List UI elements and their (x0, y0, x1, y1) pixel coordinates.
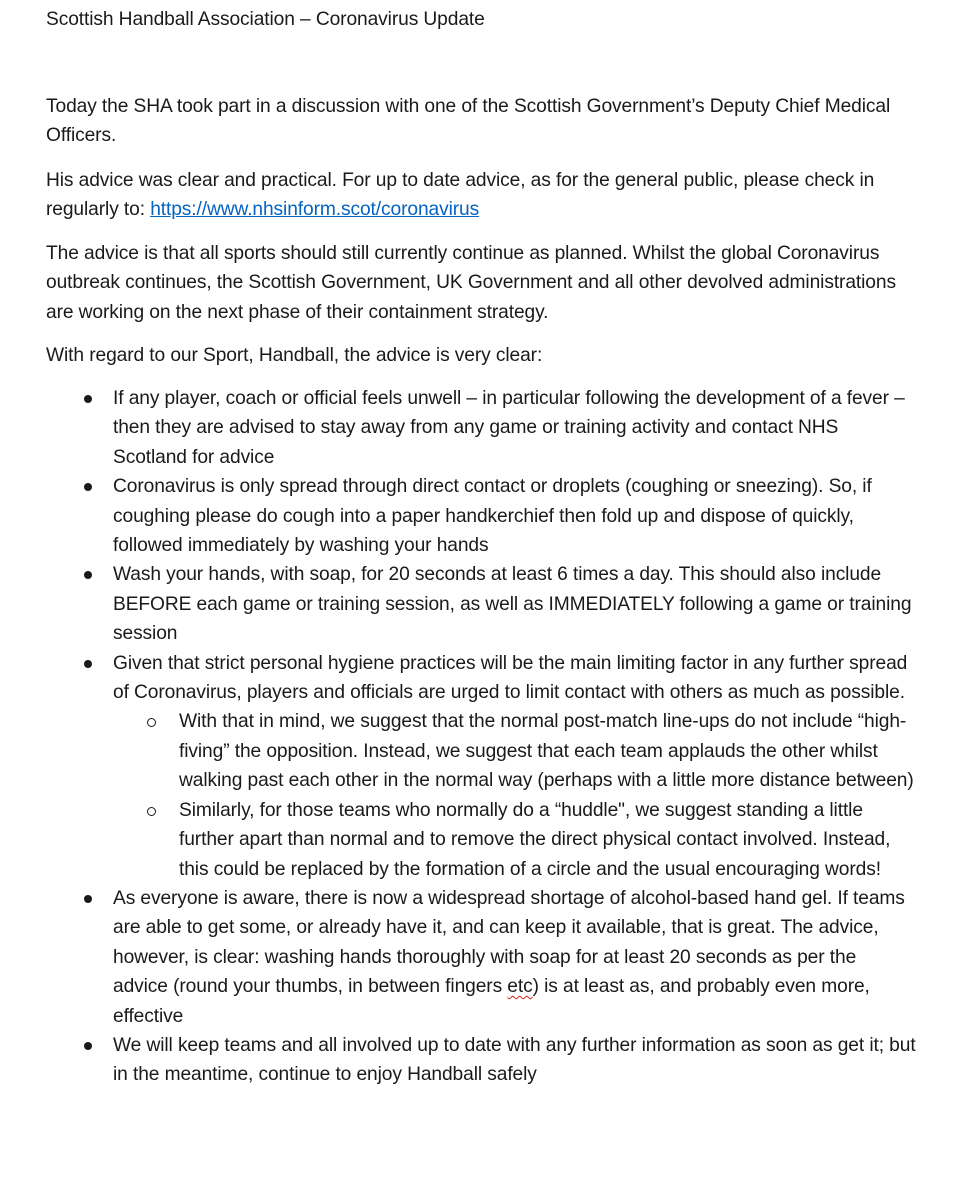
bullet-icon (84, 395, 92, 403)
bullet-text-part: ) is at least as, and probably even more, effective (113, 976, 870, 1027)
nhs-inform-link[interactable]: https://www.nhsinform.scot/coronavirus (150, 199, 480, 221)
paragraph-handball-advice: With regard to our Sport, Handball, the advice is very clear: (46, 345, 543, 366)
bullet-text: Coronavirus is only spread through direct contact or droplets (coughing or sneezing). So, if coughing please do cough into a paper handkerchief then fold up and dispose of quickly, followed immediately by washing your hands (113, 476, 872, 557)
bullet-icon (84, 895, 92, 903)
advice-bullet-list (46, 384, 916, 1090)
bullet-icon (84, 1042, 92, 1050)
bullet-icon (84, 571, 92, 579)
bullet-item-hygiene (46, 649, 916, 884)
sub-bullet-item-high-fiving (113, 707, 916, 795)
bullet-icon (84, 660, 92, 668)
sub-bullet-text: Similarly, for those teams who normally do a “huddle", we suggest standing a little further apart than normal and to remove the direct physical contact involved. Instead, this could be replaced by the formation of a circle and the usual encouraging words! (179, 799, 891, 880)
bullet-item-spread (46, 472, 916, 560)
document-title: Scottish Handball Association – Coronavirus Update (46, 9, 485, 30)
bullet-text: Given that strict personal hygiene practices will be the main limiting factor in any further spread of Coronavirus, players and officials are urged to limit contact with others as much as possible. (113, 652, 908, 704)
bullet-item-unwell (46, 384, 916, 472)
bullet-item-wash-hands (46, 560, 916, 648)
bullet-text: If any player, coach or official feels unwell – in particular following the development of a fever – then they are advised to stay away from any game or training activity and contact NHS Scotland for advice (113, 388, 905, 468)
paragraph-advice (46, 166, 916, 225)
bullet-text: Wash your hands, with soap, for 20 seconds at least 6 times a day. This should also include BEFORE each game or training session, as well as IMMEDIATELY following a game or training session (113, 564, 912, 645)
bullet-text-part: As everyone is aware, there is now a widespread shortage of alcohol-based hand gel. If teams are able to get some, or already have it, and can keep it available, that is great. The advice, however, is clear: washing hands thoroughly with soap for at least 20 seconds as per the advice (round your thumbs, in between fingers (113, 887, 905, 998)
sub-bullet-icon (147, 718, 156, 727)
bullet-item-updates (46, 1031, 916, 1090)
sub-bullet-icon (147, 807, 156, 816)
paragraph-advice-text: His advice was clear and practical. For up to date advice, as for the general public, please check in regularly to: (46, 170, 875, 221)
sub-bullet-item-huddle (113, 796, 916, 884)
bullet-icon (84, 483, 92, 491)
bullet-text (113, 888, 905, 1027)
bullet-text: We will keep teams and all involved up to date with any further information as soon as get it; but in the meantime, continue to enjoy Handball safely (113, 1034, 916, 1086)
spellcheck-flagged-word: etc (507, 976, 533, 998)
sub-bullet-text: With that in mind, we suggest that the normal post-match line-ups do not include “high-fiving” the opposition. Instead, we suggest that each team applauds the other whilst walking past each other in the normal way (perhaps with a little more distance between) (179, 711, 914, 792)
paragraph-sports-continue: The advice is that all sports should still currently continue as planned. Whilst the global Coronavirus outbreak continues, the Scottish Government, UK Government and all other devolved administrations are working on the next phase of their containment strategy. (46, 243, 896, 323)
paragraph-intro: Today the SHA took part in a discussion with one of the Scottish Government’s Deputy Chief Medical Officers. (46, 96, 891, 147)
bullet-item-hand-gel (46, 884, 916, 1031)
sub-bullet-list (113, 707, 916, 883)
